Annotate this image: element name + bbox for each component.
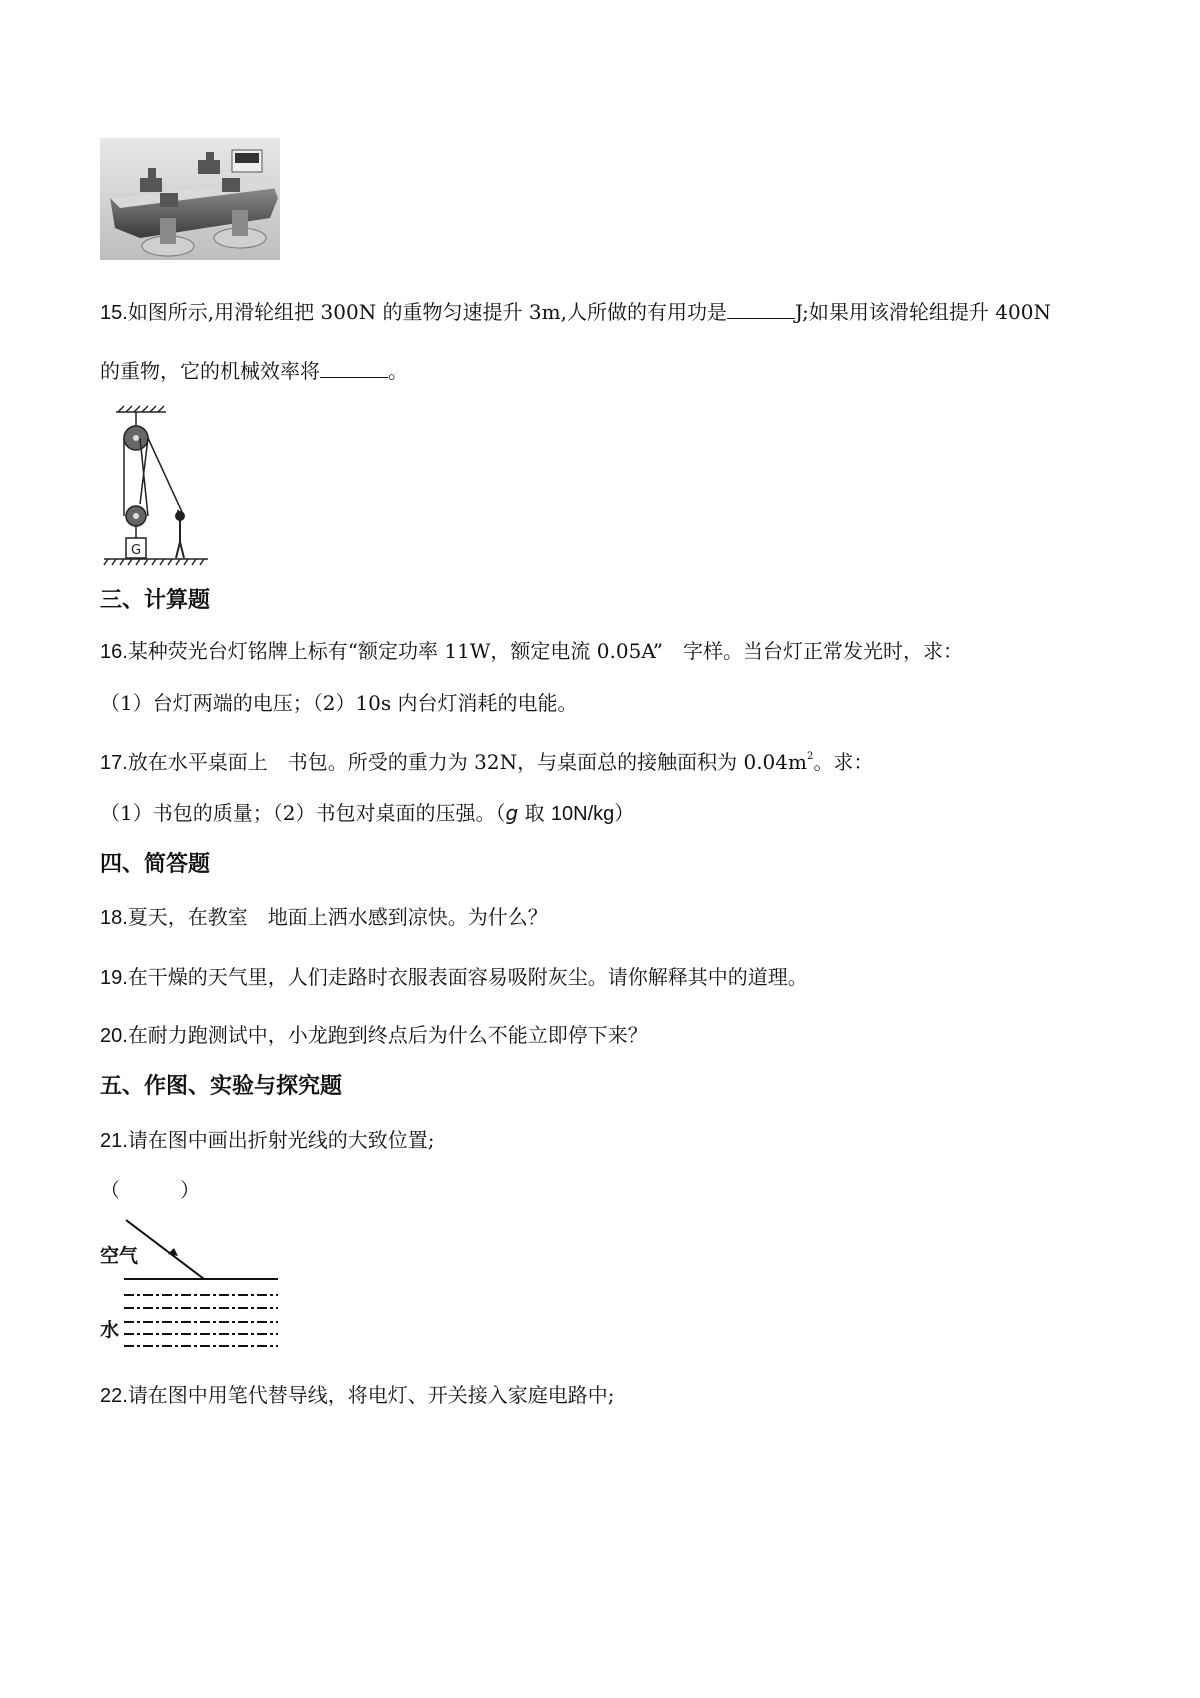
question-21-paren: （ ） <box>100 1178 200 1202</box>
question-17 <box>100 745 873 775</box>
superscript: 2 <box>806 751 814 762</box>
sub-question-text: ） <box>614 801 635 825</box>
question-16 <box>100 639 963 664</box>
question-16-sub <box>100 691 578 715</box>
weight-label: G <box>131 543 142 558</box>
question-text: 请在图中用笔代替导线，将电灯、开关接入家庭电路中; <box>127 1383 615 1407</box>
question-number: 21. <box>100 1130 128 1152</box>
question-number: 20. <box>100 1025 128 1047</box>
question-21 <box>100 1128 435 1153</box>
gravity-value: 10N/kg <box>550 803 615 825</box>
question-text: 在耐力跑测试中，小龙跑到终点后为什么不能立即停下来？ <box>127 1023 648 1047</box>
sub-question-text: （1）书包的质量；（2）书包对桌面的压强。（ <box>100 801 506 825</box>
question-text: 。求： <box>813 750 874 774</box>
ship-photo-figure <box>100 138 280 260</box>
question-text: 。 <box>388 359 408 383</box>
sub-question-text: （1）台灯两端的电压；（2）10s 内台灯消耗的电能。 <box>100 691 578 715</box>
question-text: 某种荧光台灯铭牌上标有“额定功率 11W，额定电流 0.05A” 字样。当台灯正常发光时，求： <box>127 639 964 663</box>
section-heading-5: 五、作图、实验与探究题 <box>100 1074 343 1099</box>
question-22 <box>100 1383 615 1408</box>
question-text: 请在图中画出折射光线的大致位置; <box>127 1128 435 1152</box>
section-heading-3: 三、计算题 <box>100 588 211 613</box>
air-label: 空气 <box>100 1245 139 1267</box>
question-number: 16. <box>100 641 128 663</box>
question-text: 如图所示,用滑轮组把 300N 的重物匀速提升 3m,人所做的有用功是 <box>127 300 727 324</box>
question-15-line-1 <box>100 300 1051 325</box>
sub-question-text: 取 <box>518 801 551 825</box>
question-text: 在干燥的天气里，人们走路时衣服表面容易吸附灰尘。请你解释其中的道理。 <box>127 965 808 989</box>
gravity-symbol: g <box>505 801 519 825</box>
question-text: 的重物，它的机械效率将 <box>100 359 320 383</box>
water-label: 水 <box>100 1319 120 1341</box>
refraction-figure <box>100 1212 282 1354</box>
question-number: 17. <box>100 752 128 774</box>
question-number: 22. <box>100 1385 128 1407</box>
question-19 <box>100 965 808 990</box>
ship-image <box>100 138 280 260</box>
question-15-line-2 <box>100 359 408 383</box>
answer-blank-2[interactable] <box>320 359 388 378</box>
question-17-sub <box>100 801 634 826</box>
section-heading-4: 四、简答题 <box>100 852 211 877</box>
question-20 <box>100 1023 648 1048</box>
question-18 <box>100 905 548 930</box>
question-text: 放在水平桌面上 书包。所受的重力为 32N，与桌面总的接触面积为 0.04m <box>127 750 807 774</box>
question-number: 15. <box>100 302 128 324</box>
answer-blank-1[interactable] <box>727 300 795 319</box>
question-number: 19. <box>100 967 128 989</box>
refraction-diagram <box>100 1212 282 1354</box>
question-text: J;如果用该滑轮组提升 400N <box>794 300 1051 324</box>
question-text: 夏天，在教室 地面上洒水感到凉快。为什么？ <box>127 905 548 929</box>
pulley-figure <box>100 404 212 568</box>
pulley-diagram <box>100 404 212 568</box>
question-number: 18. <box>100 907 128 929</box>
